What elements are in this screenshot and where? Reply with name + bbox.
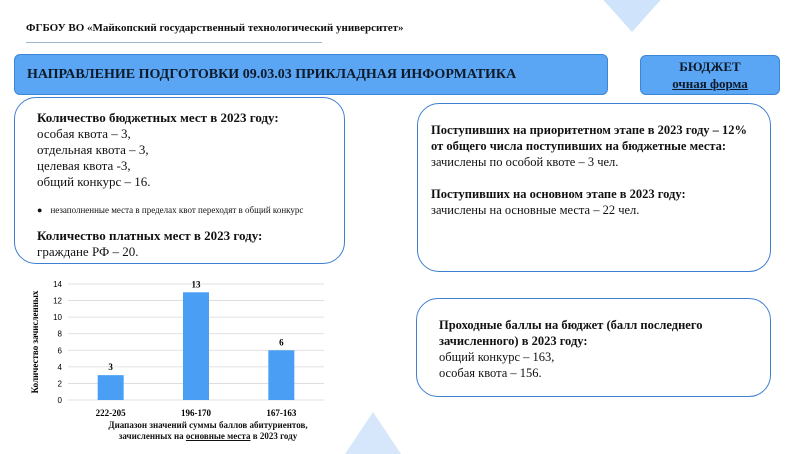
paid-places-heading: Количество платных мест в 2023 году:	[37, 228, 263, 243]
caption-part: зачисленных на	[118, 431, 186, 441]
paid-places-line: граждане РФ – 20.	[37, 244, 139, 259]
y-tick-label: 12	[53, 296, 62, 306]
budget-badge	[640, 55, 780, 95]
budget-places-heading: Количество бюджетных мест в 2023 году:	[37, 110, 279, 125]
program-banner	[14, 54, 608, 95]
quota-note	[37, 202, 344, 218]
passing-score-line: особая квота – 156.	[439, 366, 542, 380]
x-tick-label: 167-163	[266, 408, 297, 418]
caption-underlined: основные места	[185, 431, 251, 441]
admission-card	[417, 103, 771, 272]
budget-places-line: общий конкурс – 16.	[37, 174, 151, 189]
x-axis-caption	[78, 420, 338, 442]
budget-places-line: целевая квота -3,	[37, 158, 131, 173]
decor-triangle-bottom	[345, 412, 401, 454]
bar	[183, 292, 209, 400]
bar	[268, 350, 294, 400]
data-label: 13	[191, 279, 201, 290]
priority-stage-heading: Поступивших на приоритетном этапе в 2023 году – 12% от общего числа поступивших на бюджетные места:	[431, 123, 748, 153]
y-tick-label: 0	[57, 396, 62, 405]
budget-places-line: отдельная квота – 3,	[37, 142, 149, 157]
passing-score-line: общий конкурс – 163,	[439, 350, 555, 364]
university-name: ФГБОУ ВО «Майкопский государственный технологический университет»	[26, 22, 404, 34]
caption-part: в 2023 году	[250, 431, 298, 441]
x-tick-label: 222-205	[95, 408, 126, 418]
budget-places-line: особая квота – 3,	[37, 126, 131, 141]
priority-stage-line: зачислены по особой квоте – 3 чел.	[431, 155, 619, 169]
places-card	[14, 97, 345, 264]
bullet-icon: ●	[37, 205, 43, 215]
decor-triangle-top	[598, 0, 666, 32]
data-label: 3	[108, 362, 113, 373]
budget-form: очная форма	[672, 76, 748, 91]
header-divider	[26, 42, 322, 43]
y-tick-label: 10	[53, 313, 62, 323]
y-tick-label: 4	[57, 362, 62, 372]
passing-scores-heading: Проходные баллы на бюджет (балл последнего зачисленного) в 2023 году:	[439, 318, 703, 348]
quota-note-text: незаполненные места в пределах квот переходят в общий конкурс	[50, 205, 304, 215]
main-stage-line: зачислены на основные места – 22 чел.	[431, 203, 640, 217]
budget-title: БЮДЖЕТ	[679, 59, 741, 74]
y-tick-label: 8	[57, 329, 62, 339]
x-axis-caption-line2	[78, 431, 338, 442]
x-axis-caption-line1: Диапазон значений суммы баллов абитуриентов,	[108, 420, 308, 430]
x-tick-label: 196-170	[181, 408, 211, 418]
program-title: НАПРАВЛЕНИЕ ПОДГОТОВКИ 09.03.03 ПРИКЛАДНАЯ ИНФОРМАТИКА	[27, 66, 517, 82]
data-label: 6	[279, 337, 284, 348]
y-tick-label: 6	[57, 346, 62, 356]
y-axis-label: Количество зачисленных	[30, 290, 40, 394]
passing-scores-card	[416, 298, 771, 397]
main-stage-heading: Поступивших на основном этапе в 2023 году:	[431, 187, 686, 201]
enrollment-bar-chart	[24, 272, 334, 422]
y-tick-label: 2	[57, 379, 62, 389]
bar	[98, 375, 124, 400]
y-tick-label: 14	[53, 280, 62, 289]
